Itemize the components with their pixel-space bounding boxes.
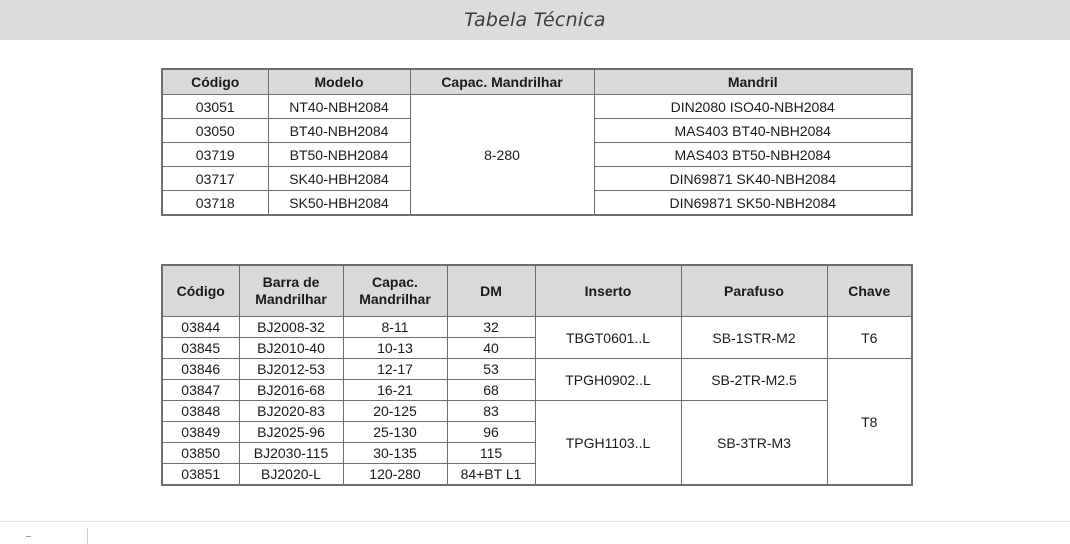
header-capacidade: Capac. Mandrilhar xyxy=(343,265,447,317)
cell-capac: 120-280 xyxy=(343,464,447,486)
cell-dm: 68 xyxy=(447,380,535,401)
cell-codigo: 03846 xyxy=(162,359,239,380)
model-table xyxy=(161,68,913,216)
cell-codigo: 03050 xyxy=(162,119,268,143)
cell-capac: 16-21 xyxy=(343,380,447,401)
cell-codigo: 03844 xyxy=(162,317,239,338)
footer-mark xyxy=(26,536,31,540)
cell-dm: 83 xyxy=(447,401,535,422)
cell-capac: 20-125 xyxy=(343,401,447,422)
cell-barra: BJ2010-40 xyxy=(239,338,343,359)
cell-capac: 30-135 xyxy=(343,443,447,464)
page-title: Tabela Técnica xyxy=(464,9,606,31)
header-codigo: Código xyxy=(162,69,268,95)
cell-codigo: 03845 xyxy=(162,338,239,359)
cell-codigo: 03850 xyxy=(162,443,239,464)
cell-codigo: 03847 xyxy=(162,380,239,401)
cell-barra: BJ2020-L xyxy=(239,464,343,486)
header-dm: DM xyxy=(447,265,535,317)
cell-capac: 10-13 xyxy=(343,338,447,359)
cell-chave: T8 xyxy=(827,359,912,486)
table-header-row xyxy=(162,265,912,317)
cell-codigo: 03851 xyxy=(162,464,239,486)
table-row xyxy=(162,359,912,380)
cell-mandril: DIN69871 SK50-NBH2084 xyxy=(594,191,912,216)
cell-barra: BJ2025-96 xyxy=(239,422,343,443)
table-row xyxy=(162,401,912,422)
cell-modelo: NT40-NBH2084 xyxy=(268,95,410,119)
cell-mandril: MAS403 BT50-NBH2084 xyxy=(594,143,912,167)
cell-dm: 96 xyxy=(447,422,535,443)
cell-barra: BJ2012-53 xyxy=(239,359,343,380)
cell-inserto: TPGH1103..L xyxy=(535,401,681,486)
cell-modelo: SK50-HBH2084 xyxy=(268,191,410,216)
cell-inserto: TBGT0601..L xyxy=(535,317,681,359)
cell-parafuso: SB-2TR-M2.5 xyxy=(681,359,827,401)
cell-parafuso: SB-3TR-M3 xyxy=(681,401,827,486)
cell-codigo: 03718 xyxy=(162,191,268,216)
cell-parafuso: SB-1STR-M2 xyxy=(681,317,827,359)
cell-dm: 115 xyxy=(447,443,535,464)
cell-codigo: 03719 xyxy=(162,143,268,167)
cell-dm: 84+BT L1 xyxy=(447,464,535,486)
cell-capac: 8-11 xyxy=(343,317,447,338)
table-row xyxy=(162,95,912,119)
cell-chave: T6 xyxy=(827,317,912,359)
cell-barra: BJ2016-68 xyxy=(239,380,343,401)
boring-bar-table xyxy=(161,264,913,486)
cell-codigo: 03051 xyxy=(162,95,268,119)
header-codigo: Código xyxy=(162,265,239,317)
table-header-row xyxy=(162,69,912,95)
header-barra: Barra de Mandrilhar xyxy=(239,265,343,317)
cell-capac: 12-17 xyxy=(343,359,447,380)
header-inserto: Inserto xyxy=(535,265,681,317)
cell-modelo: BT50-NBH2084 xyxy=(268,143,410,167)
cell-modelo: SK40-HBH2084 xyxy=(268,167,410,191)
cell-inserto: TPGH0902..L xyxy=(535,359,681,401)
cell-dm: 40 xyxy=(447,338,535,359)
cell-codigo: 03717 xyxy=(162,167,268,191)
cell-dm: 32 xyxy=(447,317,535,338)
header-capacidade: Capac. Mandrilhar xyxy=(410,69,594,95)
table-row xyxy=(162,317,912,338)
cell-codigo: 03849 xyxy=(162,422,239,443)
cell-barra: BJ2020-83 xyxy=(239,401,343,422)
cell-barra: BJ2030-115 xyxy=(239,443,343,464)
footer-divider xyxy=(0,521,1070,522)
cell-capacidade: 8-280 xyxy=(410,95,594,216)
cell-mandril: DIN2080 ISO40-NBH2084 xyxy=(594,95,912,119)
header-mandril: Mandril xyxy=(594,69,912,95)
cell-modelo: BT40-NBH2084 xyxy=(268,119,410,143)
cell-barra: BJ2008-32 xyxy=(239,317,343,338)
cell-capac: 25-130 xyxy=(343,422,447,443)
cell-mandril: MAS403 BT40-NBH2084 xyxy=(594,119,912,143)
header-parafuso: Parafuso xyxy=(681,265,827,317)
cell-codigo: 03848 xyxy=(162,401,239,422)
header-chave: Chave xyxy=(827,265,912,317)
header-modelo: Modelo xyxy=(268,69,410,95)
cell-mandril: DIN69871 SK40-NBH2084 xyxy=(594,167,912,191)
title-bar xyxy=(0,0,1070,40)
footer-separator xyxy=(87,528,88,544)
cell-dm: 53 xyxy=(447,359,535,380)
